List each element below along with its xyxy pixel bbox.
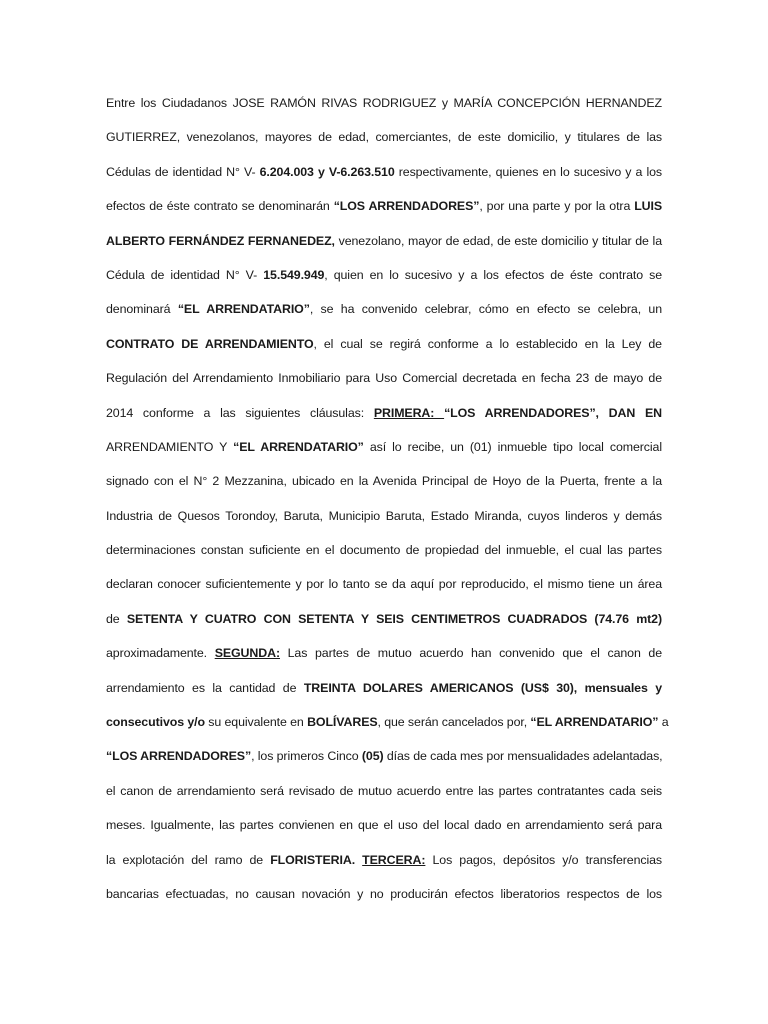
text-line bbox=[106, 774, 662, 808]
text-segment: , quien en lo sucesivo y a los efectos de éste contrato se bbox=[324, 267, 662, 282]
text-segment: GUTIERREZ, venezolanos, mayores de edad, comerciantes, de este domicilio, y titulares de las bbox=[106, 130, 662, 145]
text-line bbox=[106, 464, 662, 498]
clause-heading-bold bbox=[374, 406, 444, 420]
text-segment: Las partes de mutuo acuerdo han convenido que el canon de bbox=[279, 646, 662, 661]
text-line bbox=[106, 671, 662, 705]
text-segment: determinaciones constan suficiente en el documento de propiedad del inmueble, el cual las partes bbox=[106, 543, 662, 558]
clause-heading: TERCERA: bbox=[362, 852, 426, 867]
bold-text: “EL ARRENDATARIO” bbox=[233, 439, 364, 454]
text-line bbox=[106, 361, 662, 395]
text-segment: aproximadamente. bbox=[106, 646, 215, 661]
text-line bbox=[106, 120, 662, 154]
text-segment: efectos de éste contrato se denominarán bbox=[106, 199, 334, 214]
text-segment: así lo recibe, un (01) inmueble tipo local comercial bbox=[363, 439, 662, 454]
bold-text: BOLÍVARES bbox=[307, 715, 378, 730]
text-segment: su equivalente en bbox=[204, 715, 308, 730]
bold-text: FLORISTERIA. bbox=[270, 852, 356, 867]
text-segment: Regulación del Arrendamiento Inmobiliario para Uso Comercial decretada en fecha 23 de mayo de bbox=[106, 371, 662, 386]
text-line bbox=[106, 739, 662, 773]
clause-heading: PRIMERA: bbox=[373, 405, 445, 420]
text-segment: respectivamente, quienes en lo sucesivo y a los bbox=[394, 164, 662, 179]
bold-text: LUIS bbox=[634, 199, 663, 214]
text-line bbox=[106, 86, 662, 120]
text-segment: el canon de arrendamiento será revisado de mutuo acuerdo entre las partes contratantes cada seis bbox=[106, 783, 662, 798]
text-segment: , los primeros Cinco bbox=[251, 749, 362, 764]
bold-text: SETENTA Y CUATRO CON SETENTA Y SEIS CENTIMETROS CUADRADOS (74.76 mt2) bbox=[126, 611, 662, 626]
text-line bbox=[106, 396, 662, 430]
text-line bbox=[106, 877, 662, 911]
bold-text: consecutivos y/o bbox=[106, 715, 205, 730]
text-line bbox=[106, 155, 662, 189]
text-segment: la explotación del ramo de bbox=[106, 852, 271, 867]
bold-text: 6.204.003 y V-6.263.510 bbox=[259, 164, 395, 179]
bold-text: “EL ARRENDATARIO” bbox=[530, 715, 659, 730]
text-segment: meses. Igualmente, las partes convienen en que el uso del local dado en arrendamiento será para bbox=[106, 818, 662, 833]
text-line bbox=[106, 258, 662, 292]
text-segment: ARRENDAMIENTO Y bbox=[106, 439, 234, 454]
text-segment: bancarias efectuadas, no causan novación y no producirán efectos liberatorios respectos de los bbox=[106, 886, 662, 901]
bold-text: “LOS ARRENDADORES” bbox=[106, 749, 252, 764]
text-line bbox=[106, 602, 662, 636]
text-segment: a bbox=[658, 715, 669, 730]
text-line bbox=[106, 705, 669, 739]
text-segment: Cédula de identidad N° V- bbox=[106, 267, 264, 282]
text-segment: , que serán cancelados por, bbox=[377, 715, 531, 730]
text-line bbox=[106, 430, 662, 464]
text-segment: Los pagos, depósitos y/o transferencias bbox=[425, 852, 662, 867]
text-segment: días de cada mes por mensualidades adelantadas, bbox=[383, 749, 663, 764]
text-line bbox=[106, 327, 662, 361]
text-segment: , por una parte y por la otra bbox=[479, 199, 635, 214]
bold-text: (05) bbox=[361, 749, 384, 764]
text-segment: denominará bbox=[106, 302, 178, 317]
clause-heading-bold bbox=[362, 853, 425, 867]
text-segment: , el cual se regirá conforme a lo establecido en la Ley de bbox=[313, 336, 662, 351]
bold-text: “LOS ARRENDADORES”, DAN EN bbox=[444, 405, 662, 420]
text-segment: arrendamiento es la cantidad de bbox=[106, 680, 304, 695]
text-line bbox=[106, 808, 662, 842]
text-line bbox=[106, 189, 662, 223]
clause-heading-bold bbox=[215, 646, 280, 660]
bold-text: “LOS ARRENDADORES” bbox=[333, 199, 480, 214]
text-segment: Industria de Quesos Torondoy, Baruta, Municipio Baruta, Estado Miranda, cuyos linderos y demás bbox=[106, 508, 662, 523]
text-segment: de bbox=[106, 611, 127, 626]
contract-body-text bbox=[106, 86, 669, 911]
text-segment: Entre los Ciudadanos JOSE RAMÓN RIVAS RODRIGUEZ y MARÍA CONCEPCIÓN HERNANDEZ bbox=[106, 96, 662, 110]
text-line bbox=[106, 843, 662, 877]
text-segment: venezolano, mayor de edad, de este domicilio y titular de la bbox=[334, 233, 662, 248]
bold-text: “EL ARRENDATARIO” bbox=[177, 302, 310, 317]
bold-text: 15.549.949 bbox=[263, 267, 325, 282]
bold-text: CONTRATO DE ARRENDAMIENTO bbox=[106, 336, 314, 351]
text-line bbox=[106, 636, 662, 670]
bold-text: TREINTA DOLARES AMERICANOS (US$ 30), mensuales y bbox=[303, 680, 662, 695]
clause-heading: SEGUNDA: bbox=[214, 646, 280, 661]
text-line bbox=[106, 533, 662, 567]
text-segment: Cédulas de identidad N° V- bbox=[106, 164, 260, 179]
text-line bbox=[106, 567, 662, 601]
text-line bbox=[106, 499, 662, 533]
text-segment: 2014 conforme a las siguientes cláusulas: bbox=[106, 405, 374, 420]
text-line bbox=[106, 292, 662, 326]
bold-text: ALBERTO FERNÁNDEZ FERNANEDEZ, bbox=[106, 233, 335, 248]
text-segment: declaran conocer suficientemente y por lo tanto se da aquí por reproducido, el mismo tiene un área bbox=[106, 577, 662, 592]
text-segment: signado con el N° 2 Mezzanina, ubicado en la Avenida Principal de Hoyo de la Puerta, frente a la bbox=[106, 474, 662, 489]
text-line bbox=[106, 224, 662, 258]
text-segment: , se ha convenido celebrar, cómo en efecto se celebra, un bbox=[309, 302, 662, 317]
